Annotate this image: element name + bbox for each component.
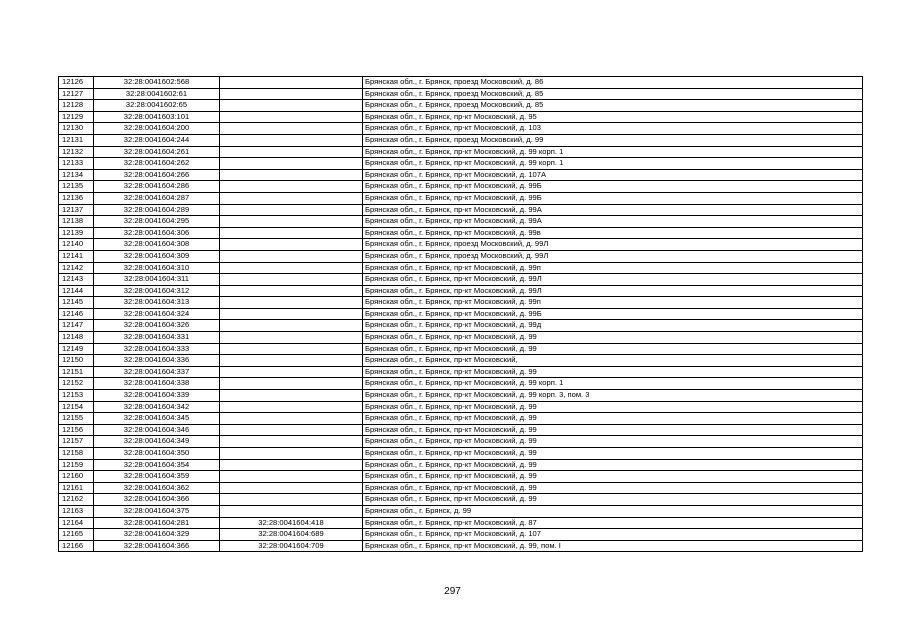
cadastral-number-cell: 32:28:0041604:346 (94, 424, 220, 436)
related-cadastral-number-cell: 32:28:0041604:709 (220, 540, 363, 552)
row-number-cell: 12160 (59, 471, 94, 483)
related-cadastral-number-cell (220, 448, 363, 460)
related-cadastral-number-cell (220, 146, 363, 158)
cadastral-number-cell: 32:28:0041604:366 (94, 540, 220, 552)
table-row (59, 413, 863, 425)
related-cadastral-number-cell (220, 320, 363, 332)
table-row (59, 505, 863, 517)
table-row (59, 77, 863, 89)
related-cadastral-number-cell (220, 192, 363, 204)
row-number-cell: 12136 (59, 192, 94, 204)
related-cadastral-number-cell (220, 227, 363, 239)
table-row (59, 332, 863, 344)
table-row (59, 181, 863, 193)
row-number-cell: 12127 (59, 88, 94, 100)
row-number-cell: 12134 (59, 169, 94, 181)
related-cadastral-number-cell (220, 459, 363, 471)
cadastral-number-cell: 32:28:0041604:287 (94, 192, 220, 204)
address-cell: Брянская обл., г. Брянск, пр-кт Московский, д. 87 (363, 517, 863, 529)
row-number-cell: 12156 (59, 424, 94, 436)
cadastral-number-cell: 32:28:0041604:309 (94, 250, 220, 262)
related-cadastral-number-cell (220, 401, 363, 413)
row-number-cell: 12153 (59, 390, 94, 402)
cadastral-number-cell: 32:28:0041604:289 (94, 204, 220, 216)
row-number-cell: 12147 (59, 320, 94, 332)
row-number-cell: 12140 (59, 239, 94, 251)
table-row (59, 297, 863, 309)
address-cell: Брянская обл., г. Брянск, пр-кт Московский, д. 99Б (363, 192, 863, 204)
row-number-cell: 12166 (59, 540, 94, 552)
table-row (59, 134, 863, 146)
related-cadastral-number-cell (220, 332, 363, 344)
table-row (59, 366, 863, 378)
table-row (59, 529, 863, 541)
address-cell: Брянская обл., г. Брянск, пр-кт Московский, д. 99 (363, 424, 863, 436)
address-cell: Брянская обл., г. Брянск, пр-кт Московский, д. 99 (363, 401, 863, 413)
row-number-cell: 12130 (59, 123, 94, 135)
related-cadastral-number-cell (220, 204, 363, 216)
related-cadastral-number-cell (220, 494, 363, 506)
row-number-cell: 12164 (59, 517, 94, 529)
address-cell: Брянская обл., г. Брянск, пр-кт Московский, д. 99Л (363, 274, 863, 286)
table-row (59, 88, 863, 100)
address-cell: Брянская обл., г. Брянск, проезд Московский, д. 86 (363, 77, 863, 89)
cadastral-number-cell: 32:28:0041604:311 (94, 274, 220, 286)
row-number-cell: 12165 (59, 529, 94, 541)
row-number-cell: 12143 (59, 274, 94, 286)
cadastral-number-cell: 32:28:0041604:312 (94, 285, 220, 297)
table-row (59, 448, 863, 460)
row-number-cell: 12135 (59, 181, 94, 193)
address-cell: Брянская обл., г. Брянск, пр-кт Московский, д. 103 (363, 123, 863, 135)
address-cell: Брянская обл., г. Брянск, проезд Московский, д. 85 (363, 100, 863, 112)
address-cell: Брянская обл., г. Брянск, пр-кт Московский, д. 99 (363, 471, 863, 483)
related-cadastral-number-cell (220, 390, 363, 402)
address-cell: Брянская обл., г. Брянск, пр-кт Московский, (363, 355, 863, 367)
table-row (59, 308, 863, 320)
table-row (59, 146, 863, 158)
related-cadastral-number-cell (220, 285, 363, 297)
address-cell: Брянская обл., г. Брянск, пр-кт Московский, д. 99п (363, 297, 863, 309)
table-row (59, 100, 863, 112)
related-cadastral-number-cell (220, 250, 363, 262)
row-number-cell: 12133 (59, 158, 94, 170)
cadastral-number-cell: 32:28:0041604:313 (94, 297, 220, 309)
related-cadastral-number-cell (220, 343, 363, 355)
cadastral-number-cell: 32:28:0041603:101 (94, 111, 220, 123)
related-cadastral-number-cell (220, 77, 363, 89)
table-row (59, 424, 863, 436)
table-row (59, 390, 863, 402)
address-cell: Брянская обл., г. Брянск, пр-кт Московский, д. 99п (363, 262, 863, 274)
row-number-cell: 12159 (59, 459, 94, 471)
table-row (59, 285, 863, 297)
related-cadastral-number-cell (220, 436, 363, 448)
cadastral-number-cell: 32:28:0041604:266 (94, 169, 220, 181)
cadastral-number-cell: 32:28:0041604:350 (94, 448, 220, 460)
cadastral-number-cell: 32:28:0041604:345 (94, 413, 220, 425)
related-cadastral-number-cell (220, 181, 363, 193)
related-cadastral-number-cell: 32:28:0041604:689 (220, 529, 363, 541)
address-cell: Брянская обл., г. Брянск, пр-кт Московский, д. 99Л (363, 285, 863, 297)
row-number-cell: 12162 (59, 494, 94, 506)
cadastral-number-cell: 32:28:0041604:329 (94, 529, 220, 541)
row-number-cell: 12148 (59, 332, 94, 344)
address-cell: Брянская обл., г. Брянск, пр-кт Московский, д. 99А (363, 216, 863, 228)
table-row (59, 482, 863, 494)
cadastral-number-cell: 32:28:0041604:338 (94, 378, 220, 390)
cadastral-number-cell: 32:28:0041602:61 (94, 88, 220, 100)
related-cadastral-number-cell (220, 274, 363, 286)
related-cadastral-number-cell (220, 100, 363, 112)
cadastral-number-cell: 32:28:0041604:306 (94, 227, 220, 239)
table-row (59, 158, 863, 170)
row-number-cell: 12161 (59, 482, 94, 494)
registry-table (58, 76, 863, 552)
table-row (59, 320, 863, 332)
table-row (59, 250, 863, 262)
related-cadastral-number-cell (220, 216, 363, 228)
cadastral-number-cell: 32:28:0041604:200 (94, 123, 220, 135)
address-cell: Брянская обл., г. Брянск, пр-кт Московский, д. 99 (363, 332, 863, 344)
address-cell: Брянская обл., г. Брянск, пр-кт Московский, д. 99 (363, 413, 863, 425)
cadastral-number-cell: 32:28:0041604:375 (94, 505, 220, 517)
cadastral-number-cell: 32:28:0041604:331 (94, 332, 220, 344)
cadastral-number-cell: 32:28:0041604:337 (94, 366, 220, 378)
address-cell: Брянская обл., г. Брянск, пр-кт Московский, д. 99 корп. 1 (363, 158, 863, 170)
related-cadastral-number-cell (220, 505, 363, 517)
related-cadastral-number-cell (220, 123, 363, 135)
table-row (59, 459, 863, 471)
cadastral-number-cell: 32:28:0041604:281 (94, 517, 220, 529)
table-row (59, 123, 863, 135)
related-cadastral-number-cell (220, 482, 363, 494)
row-number-cell: 12141 (59, 250, 94, 262)
table-row (59, 436, 863, 448)
row-number-cell: 12132 (59, 146, 94, 158)
cadastral-number-cell: 32:28:0041604:244 (94, 134, 220, 146)
row-number-cell: 12158 (59, 448, 94, 460)
address-cell: Брянская обл., г. Брянск, пр-кт Московский, д. 99 (363, 366, 863, 378)
address-cell: Брянская обл., г. Брянск, пр-кт Московский, д. 99д (363, 320, 863, 332)
table-row (59, 355, 863, 367)
address-cell: Брянская обл., г. Брянск, пр-кт Московский, д. 95 (363, 111, 863, 123)
address-cell: Брянская обл., г. Брянск, пр-кт Московский, д. 99 (363, 494, 863, 506)
cadastral-number-cell: 32:28:0041604:308 (94, 239, 220, 251)
related-cadastral-number-cell (220, 134, 363, 146)
address-cell: Брянская обл., г. Брянск, пр-кт Московский, д. 99А (363, 204, 863, 216)
address-cell: Брянская обл., г. Брянск, пр-кт Московский, д. 99 корп. 1 (363, 146, 863, 158)
cadastral-number-cell: 32:28:0041604:354 (94, 459, 220, 471)
address-cell: Брянская обл., г. Брянск, пр-кт Московский, д. 99 (363, 448, 863, 460)
address-cell: Брянская обл., г. Брянск, пр-кт Московский, д. 99 (363, 482, 863, 494)
row-number-cell: 12163 (59, 505, 94, 517)
row-number-cell: 12126 (59, 77, 94, 89)
related-cadastral-number-cell (220, 424, 363, 436)
row-number-cell: 12144 (59, 285, 94, 297)
table-row (59, 517, 863, 529)
cadastral-number-cell: 32:28:0041604:336 (94, 355, 220, 367)
address-cell: Брянская обл., г. Брянск, проезд Московский, д. 99Л (363, 239, 863, 251)
row-number-cell: 12138 (59, 216, 94, 228)
row-number-cell: 12137 (59, 204, 94, 216)
address-cell: Брянская обл., г. Брянск, проезд Московский, д. 99Л (363, 250, 863, 262)
table-row (59, 192, 863, 204)
table-row (59, 274, 863, 286)
address-cell: Брянская обл., г. Брянск, пр-кт Московский, д. 99Б (363, 181, 863, 193)
cadastral-number-cell: 32:28:0041604:310 (94, 262, 220, 274)
related-cadastral-number-cell (220, 262, 363, 274)
table-row (59, 262, 863, 274)
cadastral-number-cell: 32:28:0041604:362 (94, 482, 220, 494)
cadastral-number-cell: 32:28:0041604:262 (94, 158, 220, 170)
row-number-cell: 12146 (59, 308, 94, 320)
related-cadastral-number-cell (220, 308, 363, 320)
address-cell: Брянская обл., г. Брянск, пр-кт Московский, д. 99, пом. I (363, 540, 863, 552)
cadastral-number-cell: 32:28:0041602:568 (94, 77, 220, 89)
table-row (59, 204, 863, 216)
address-cell: Брянская обл., г. Брянск, пр-кт Московский, д. 107А (363, 169, 863, 181)
address-cell: Брянская обл., г. Брянск, проезд Московский, д. 85 (363, 88, 863, 100)
page-number: 297 (444, 586, 461, 597)
row-number-cell: 12149 (59, 343, 94, 355)
related-cadastral-number-cell (220, 471, 363, 483)
address-cell: Брянская обл., г. Брянск, пр-кт Московский, д. 99 (363, 436, 863, 448)
address-cell: Брянская обл., г. Брянск, пр-кт Московский, д. 99Б (363, 308, 863, 320)
row-number-cell: 12131 (59, 134, 94, 146)
cadastral-number-cell: 32:28:0041602:65 (94, 100, 220, 112)
table-row (59, 169, 863, 181)
address-cell: Брянская обл., г. Брянск, пр-кт Московский, д. 99 корп. 1 (363, 378, 863, 390)
address-cell: Брянская обл., г. Брянск, пр-кт Московский, д. 107 (363, 529, 863, 541)
address-cell: Брянская обл., г. Брянск, пр-кт Московский, д. 99 (363, 459, 863, 471)
row-number-cell: 12151 (59, 366, 94, 378)
address-cell: Брянская обл., г. Брянск, пр-кт Московский, д. 99 корп. 3, пом. 3 (363, 390, 863, 402)
row-number-cell: 12128 (59, 100, 94, 112)
row-number-cell: 12157 (59, 436, 94, 448)
row-number-cell: 12129 (59, 111, 94, 123)
address-cell: Брянская обл., г. Брянск, д. 99 (363, 505, 863, 517)
address-cell: Брянская обл., г. Брянск, проезд Московский, д. 99 (363, 134, 863, 146)
row-number-cell: 12145 (59, 297, 94, 309)
table-row (59, 540, 863, 552)
table-row (59, 239, 863, 251)
related-cadastral-number-cell (220, 297, 363, 309)
cadastral-number-cell: 32:28:0041604:295 (94, 216, 220, 228)
cadastral-number-cell: 32:28:0041604:286 (94, 181, 220, 193)
cadastral-number-cell: 32:28:0041604:366 (94, 494, 220, 506)
related-cadastral-number-cell (220, 169, 363, 181)
row-number-cell: 12155 (59, 413, 94, 425)
cadastral-number-cell: 32:28:0041604:326 (94, 320, 220, 332)
cadastral-number-cell: 32:28:0041604:342 (94, 401, 220, 413)
table-row (59, 343, 863, 355)
related-cadastral-number-cell (220, 88, 363, 100)
related-cadastral-number-cell: 32:28:0041604:418 (220, 517, 363, 529)
related-cadastral-number-cell (220, 378, 363, 390)
table-row (59, 494, 863, 506)
cadastral-number-cell: 32:28:0041604:349 (94, 436, 220, 448)
address-cell: Брянская обл., г. Брянск, пр-кт Московский, д. 99 (363, 343, 863, 355)
table-row (59, 216, 863, 228)
table-row (59, 401, 863, 413)
row-number-cell: 12150 (59, 355, 94, 367)
row-number-cell: 12154 (59, 401, 94, 413)
related-cadastral-number-cell (220, 366, 363, 378)
table-row (59, 227, 863, 239)
table-row (59, 378, 863, 390)
row-number-cell: 12139 (59, 227, 94, 239)
row-number-cell: 12152 (59, 378, 94, 390)
related-cadastral-number-cell (220, 355, 363, 367)
related-cadastral-number-cell (220, 413, 363, 425)
table-row (59, 471, 863, 483)
cadastral-number-cell: 32:28:0041604:359 (94, 471, 220, 483)
table-row (59, 111, 863, 123)
cadastral-number-cell: 32:28:0041604:261 (94, 146, 220, 158)
related-cadastral-number-cell (220, 158, 363, 170)
registry-table-body (59, 77, 863, 552)
cadastral-number-cell: 32:28:0041604:324 (94, 308, 220, 320)
cadastral-number-cell: 32:28:0041604:339 (94, 390, 220, 402)
address-cell: Брянская обл., г. Брянск, пр-кт Московский, д. 99в (363, 227, 863, 239)
related-cadastral-number-cell (220, 111, 363, 123)
cadastral-number-cell: 32:28:0041604:333 (94, 343, 220, 355)
related-cadastral-number-cell (220, 239, 363, 251)
row-number-cell: 12142 (59, 262, 94, 274)
